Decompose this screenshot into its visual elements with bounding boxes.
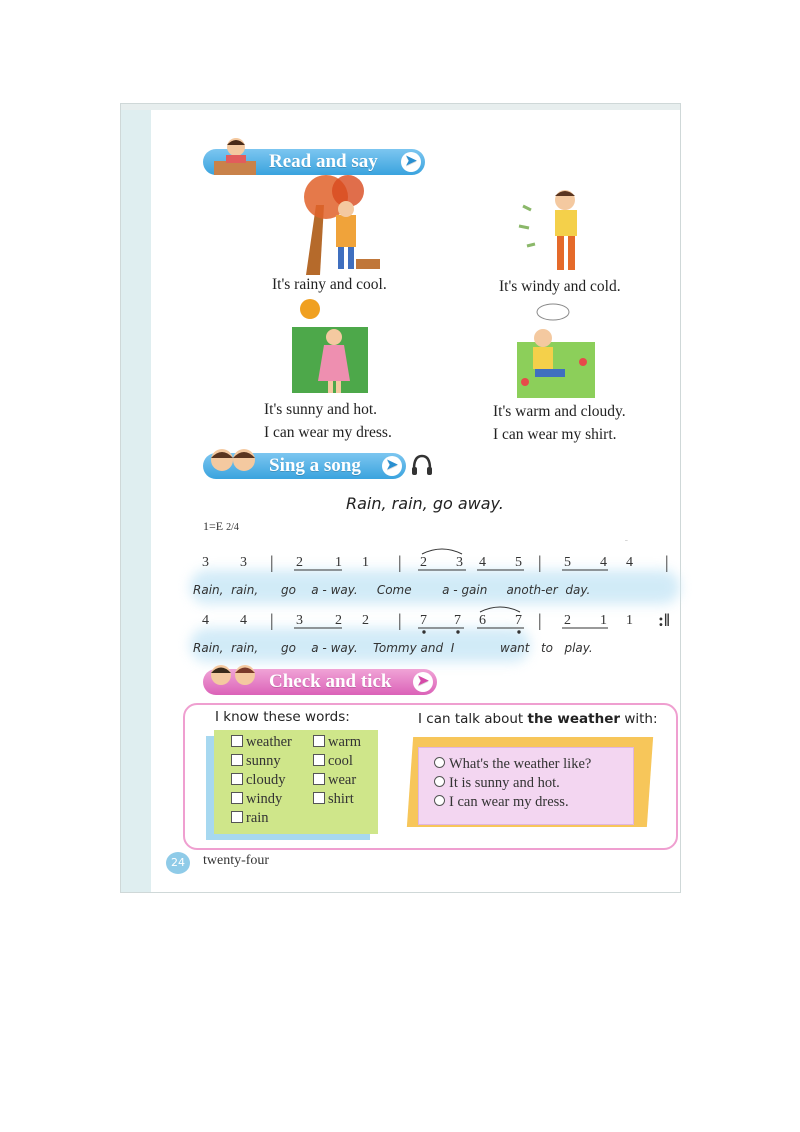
word-label: rain [246, 810, 269, 826]
song-line-2-lyrics [193, 641, 593, 655]
word-item[interactable] [313, 791, 354, 808]
lyric: a - way. [311, 583, 358, 597]
note: 1 [626, 613, 633, 628]
lyric: to [540, 641, 553, 655]
bar-line: | [538, 610, 542, 630]
lyric: rain, [231, 583, 259, 597]
song-title: Rain, rain, go away. [346, 494, 504, 513]
caption-line: It's windy and cold. [499, 278, 621, 295]
lyric: a - way. [311, 641, 358, 655]
checkbox[interactable] [313, 754, 325, 766]
note: 3 [240, 555, 247, 570]
word-item[interactable] [313, 734, 361, 751]
word-item[interactable] [313, 753, 353, 770]
note: 7 [454, 613, 461, 628]
key-signature: 1=E [203, 519, 224, 533]
word-label: cool [328, 753, 353, 769]
arrow-right-icon: ➤ [401, 152, 421, 172]
note: 3 [296, 613, 303, 628]
lyric: Come [376, 583, 412, 597]
bar-line: | [270, 552, 274, 572]
page-spine-shade [121, 104, 151, 892]
word-label: weather [246, 734, 292, 750]
sing-a-song-title: Sing a song [269, 455, 361, 476]
check-and-tick-title: Check and tick [269, 671, 392, 692]
note: 5 [564, 555, 571, 570]
time-signature: 2/4 [226, 522, 239, 533]
caption-sunny [264, 398, 392, 444]
note: 4 [479, 555, 486, 570]
radio-circle[interactable] [434, 757, 445, 768]
note: 2 [335, 613, 342, 628]
caption-cloudy [493, 400, 626, 446]
words-heading: I know these words: [215, 709, 350, 725]
word-item[interactable] [231, 772, 285, 789]
note: 4 [600, 555, 607, 570]
song-line-1-lyrics [193, 583, 590, 597]
note: 7 [420, 613, 427, 628]
sentence-item[interactable] [434, 756, 591, 773]
checkbox[interactable] [231, 811, 243, 823]
song-line-2-notation [190, 606, 680, 636]
word-label: shirt [328, 791, 354, 807]
note: 1 [362, 555, 369, 570]
caption-line: It's warm and cloudy. [493, 403, 626, 420]
page-top-strip [121, 104, 680, 110]
talk-heading-suffix: with: [620, 711, 658, 727]
note: 6 [479, 613, 486, 628]
caption-line: It's rainy and cool. [272, 276, 387, 293]
sentence-item[interactable] [434, 794, 569, 811]
lyric: Rain, [193, 583, 224, 597]
note: 2 [564, 613, 571, 628]
note: 4 [240, 613, 247, 628]
lyric: go [281, 583, 296, 597]
checkbox[interactable] [313, 773, 325, 785]
caption-line: I can wear my dress. [264, 424, 392, 441]
sentence-item[interactable] [434, 775, 560, 792]
note: 3 [456, 555, 463, 570]
windy-boy-illustration [513, 186, 593, 278]
note: 2 [420, 555, 427, 570]
bar-line: | [270, 610, 274, 630]
lyric: go [281, 641, 296, 655]
song-line-1-notation [190, 548, 680, 578]
caption-line: It's sunny and hot. [264, 401, 378, 418]
talk-heading-prefix: I can talk about [418, 711, 528, 727]
caption-rainy [272, 273, 387, 296]
lyric: play. [564, 641, 593, 655]
checkbox[interactable] [231, 773, 243, 785]
word-item[interactable] [231, 753, 281, 770]
word-item[interactable] [231, 810, 269, 827]
sentence-label: It is sunny and hot. [449, 775, 560, 791]
bar-line: | [398, 610, 402, 630]
lyric: day. [565, 583, 591, 597]
lyric: rain, [231, 641, 259, 655]
read-and-say-title: Read and say [269, 151, 378, 172]
radio-circle[interactable] [434, 795, 445, 806]
word-item[interactable] [231, 734, 292, 751]
talk-heading [418, 711, 658, 727]
word-label: wear [328, 772, 357, 788]
sentence-label: What's the weather like? [449, 756, 592, 772]
note: 2 [296, 555, 303, 570]
sentence-label: I can wear my dress. [449, 794, 569, 810]
word-label: windy [246, 791, 283, 807]
bar-line: | [538, 552, 542, 572]
sunny-girl-illustration [290, 297, 370, 397]
note: 4 [202, 613, 209, 628]
note: 7 [515, 613, 522, 628]
radio-circle[interactable] [434, 776, 445, 787]
arrow-right-icon: ➤ [382, 456, 402, 476]
note: 5 [515, 555, 522, 570]
talk-heading-bold: the weather [527, 711, 621, 727]
lyric: Rain, [193, 641, 224, 655]
word-label: sunny [246, 753, 281, 769]
word-label: warm [328, 734, 362, 750]
page-number-badge: 24 [166, 852, 190, 874]
word-item[interactable] [231, 791, 282, 808]
tiny-print-mark: ~ [625, 539, 628, 544]
bar-line: | [398, 552, 402, 572]
caption-windy [499, 275, 621, 298]
cloudy-boy-illustration [513, 302, 599, 398]
rainy-boy-illustration [286, 175, 386, 275]
checkbox[interactable] [313, 735, 325, 747]
lyric: anoth-er [506, 583, 558, 597]
reading-child-icon [212, 135, 260, 179]
note: 1 [335, 555, 342, 570]
checkbox[interactable] [231, 735, 243, 747]
song-key [203, 519, 239, 534]
singing-children-icon [204, 444, 264, 480]
lyric: a - gain [442, 583, 488, 597]
checkbox[interactable] [231, 754, 243, 766]
checking-children-icon [205, 660, 263, 696]
bar-line: | [665, 552, 669, 572]
headphones-icon [410, 453, 434, 477]
note: 4 [626, 555, 633, 570]
checkbox[interactable] [313, 792, 325, 804]
caption-line: I can wear my shirt. [493, 426, 617, 443]
note: 3 [202, 555, 209, 570]
page-number-word: twenty-four [203, 853, 270, 868]
note: 2 [362, 613, 369, 628]
checkbox[interactable] [231, 792, 243, 804]
word-item[interactable] [313, 772, 356, 789]
word-label: cloudy [246, 772, 286, 788]
end-repeat-bar: :‖ [658, 610, 670, 630]
lyric: want [500, 641, 530, 655]
note: 1 [600, 613, 607, 628]
arrow-right-icon: ➤ [413, 672, 433, 692]
lyric: Tommy and I [373, 641, 455, 655]
